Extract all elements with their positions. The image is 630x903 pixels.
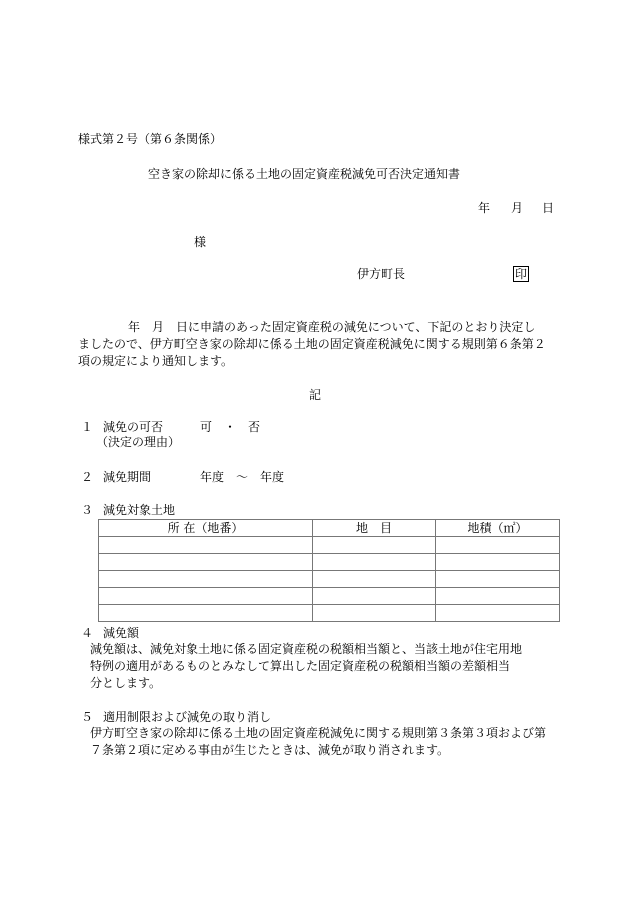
table-cell [99,571,313,588]
date-day: 日 [542,201,555,215]
seal-mark: 印 [515,267,528,281]
land-table [98,519,560,622]
table-cell [313,554,436,571]
item-4-number: ４ [81,626,94,640]
column-header-land-category: 地 目 [313,520,436,537]
item-1-label: 減免の可否 [103,420,164,434]
table-row [99,554,560,571]
table-cell [313,588,436,605]
item-4-line-3: 分とします。 [90,676,162,690]
table-row [99,537,560,554]
table-cell [436,588,560,605]
table-row [99,571,560,588]
table-cell [313,537,436,554]
date-year: 年 [478,201,491,215]
body-line-2: ましたので、伊方町空き家の除却に係る土地の固定資産税減免に関する規則第６条第２ [78,337,546,351]
item-3-label: 減免対象土地 [103,503,176,517]
table-cell [436,537,560,554]
item-5-number: ５ [81,710,94,724]
table-cell [313,605,436,622]
item-5-line-1: 伊方町空き家の除却に係る土地の固定資産税減免に関する規則第３条第３項および第 [90,726,547,740]
item-5-line-2: ７条第２項に定める事由が生じたときは、減免が取り消されます。 [90,743,450,757]
body-line-3: 項の規定により通知します。 [78,354,234,368]
item-1-value: 可 ・ 否 [200,420,261,434]
table-row [99,588,560,605]
table-cell [436,554,560,571]
ki-heading: 記 [309,388,322,402]
item-4-line-2: 特例の適用があるものとみなして算出した固定資産税の税額相当額の差額相当 [90,659,511,673]
date-month: 月 [511,201,524,215]
table-cell [99,605,313,622]
addressee-suffix: 様 [194,235,207,249]
item-4-label: 減免額 [103,626,140,640]
column-header-location: 所 在（地番） [99,520,313,537]
table-cell [436,605,560,622]
table-cell [436,571,560,588]
issuer-name: 伊方町長 [357,267,406,281]
column-header-area: 地積（㎡） [436,520,560,537]
item-2-number: ２ [81,470,94,484]
item-5-label: 適用制限および減免の取り消し [103,710,272,724]
table-row [99,605,560,622]
form-number: 様式第２号（第６条関係） [78,132,223,146]
item-1-note: （決定の理由） [96,435,181,449]
table-header-row [99,520,560,537]
item-3-number: ３ [81,503,94,517]
body-line-1: 年 月 日に申請のあった固定資産税の減免について、下記のとおり決定し [128,320,536,334]
item-2-label: 減免期間 [103,470,152,484]
table-cell [99,537,313,554]
table-cell [99,588,313,605]
table-cell [313,571,436,588]
item-2-value: 年度 ～ 年度 [200,470,285,484]
item-4-line-1: 減免額は、減免対象土地に係る固定資産税の税額相当額と、当該土地が住宅用地 [90,642,523,656]
item-1-number: １ [81,420,94,434]
document-title: 空き家の除却に係る土地の固定資産税減免可否決定通知書 [148,167,461,181]
table-cell [99,554,313,571]
